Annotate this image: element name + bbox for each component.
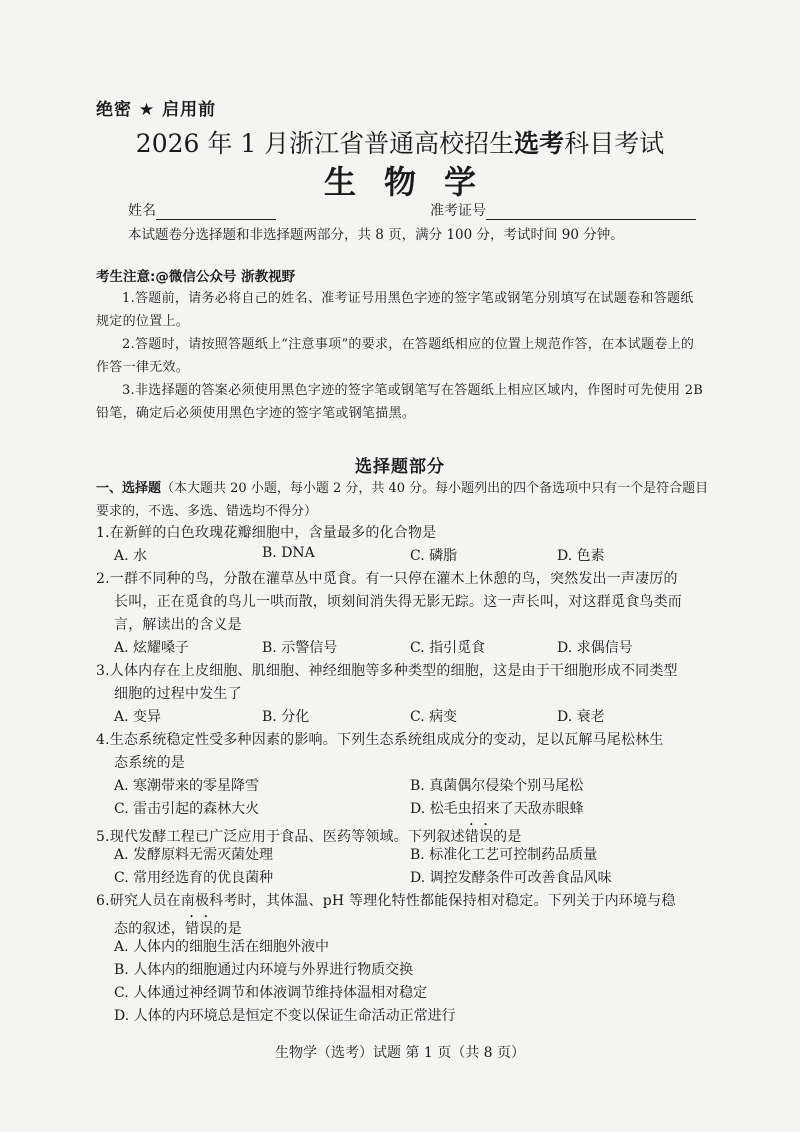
name-field xyxy=(128,200,276,220)
id-field xyxy=(430,200,696,220)
intro-text: 本试题卷分选择题和非选择题两部分，共 8 页，满分 100 分，考试时间 90 分钟。 xyxy=(128,227,624,243)
option: C. 常用经选育的优良菌种 xyxy=(114,870,274,886)
option: C. 磷脂 xyxy=(410,548,458,564)
option: D. 求偶信号 xyxy=(557,640,633,656)
title-prefix: 2026 年 1 月浙江省普通高校招生 xyxy=(135,129,515,158)
title-bold: 选考 xyxy=(514,129,565,158)
option: C. 病变 xyxy=(410,709,458,725)
stem-text: 5.现代发酵工程已广泛应用于食品、医药等领域。下列叙述 xyxy=(96,829,465,845)
option: B. 标准化工艺可控制药品质量 xyxy=(410,847,598,863)
option: C. 指引觅食 xyxy=(410,640,486,656)
name-label: 姓名 xyxy=(128,203,156,219)
option: A. 发酵原料无需灭菌处理 xyxy=(114,847,274,863)
question-2 xyxy=(96,568,711,637)
option: B. 人体内的细胞通过内环境与外界进行物质交换 xyxy=(114,962,414,978)
question-1 xyxy=(96,522,711,545)
page-footer: 生物学（选考）试题 第 1 页（共 8 页） xyxy=(274,1045,526,1061)
notice-item-2: 2.答题时，请按照答题纸上“注意事项”的要求，在答题纸相应的位置上规范作答，在本试题卷上的作答一律无效。 xyxy=(96,337,695,375)
notice-item-1: 1.答题前，请务必将自己的姓名、准考证号用黑色字迹的签字笔或钢笔分别填写在试题卷和答题纸规定的位置上。 xyxy=(96,291,694,329)
stem-text: 态的叙述， xyxy=(114,921,185,937)
emphasis-word: 错误 xyxy=(185,921,214,937)
question-stem: 6.研究人员在南极科考时，其体温、pH 等理化特性都能保持相对稳定。下列关于内环境与稳 xyxy=(96,893,676,909)
option: A. 炫耀嗓子 xyxy=(114,640,190,656)
option: D. 人体的内环境总是恒定不变以保证生命活动正常进行 xyxy=(114,1008,456,1024)
question-stem: 1.在新鲜的白色玫瑰花瓣细胞中，含量最多的化合物是 xyxy=(96,525,437,541)
emphasis-word: 错误 xyxy=(464,829,494,845)
question-3 xyxy=(96,660,711,706)
notice-title: 考生注意:@微信公众号 浙教视野 xyxy=(96,269,296,285)
question-4 xyxy=(96,729,711,775)
part-lead: 一、选择题 xyxy=(96,481,162,496)
option: C. 雷击引起的森林大火 xyxy=(114,801,260,817)
question-6 xyxy=(96,890,711,941)
id-blank xyxy=(486,205,696,220)
id-label: 准考证号 xyxy=(430,203,486,219)
option: D. 色素 xyxy=(557,548,605,564)
option: A. 人体内的细胞生活在细胞外液中 xyxy=(114,939,330,955)
option: B. DNA xyxy=(262,545,315,561)
notice-item-3: 3.非选择题的答案必须使用黑色字迹的签字笔或钢笔写在答题纸上相应区域内，作图时可先使用 2B 铅笔，确定后必须使用黑色字迹的签字笔或钢笔描黑。 xyxy=(96,383,704,421)
question-stem: 3.人体内存在上皮细胞、肌细胞、神经细胞等多种类型的细胞，这是由于干细胞形成不同类型 xyxy=(96,663,678,679)
option: A. 变异 xyxy=(114,709,162,725)
stem-text: 的是 xyxy=(213,921,242,937)
question-stem-cont: 言，解读出的含义是 xyxy=(114,617,242,633)
title-suffix: 科目考试 xyxy=(564,129,665,158)
stem-text: 的是 xyxy=(493,829,522,845)
name-blank xyxy=(156,205,276,220)
option: C. 人体通过神经调节和体液调节维持体温相对稳定 xyxy=(114,985,428,1001)
option: D. 松毛虫招来了天敌赤眼蜂 xyxy=(410,801,584,817)
part-heading xyxy=(96,477,716,523)
question-stem-cont: 长叫，正在觅食的鸟儿一哄而散，顷刻间消失得无影无踪。这一声长叫，对这群觅食鸟类而 xyxy=(114,594,682,610)
option: B. 真菌偶尔侵染个别马尾松 xyxy=(410,778,584,794)
exam-title xyxy=(0,124,800,160)
option: D. 调控发酵条件可改善食品风味 xyxy=(410,870,612,886)
question-stem: 2.一群不同种的鸟，分散在灌草丛中觅食。有一只停在灌木上休憩的鸟，突然发出一声凄厉的 xyxy=(96,571,678,587)
option: D. 衰老 xyxy=(557,709,605,725)
option: B. 示警信号 xyxy=(262,640,338,656)
subject-title: 生物学 xyxy=(323,163,504,201)
section-title: 选择题部分 xyxy=(355,457,445,477)
secret-mark: 绝密 ★ 启用前 xyxy=(96,100,217,120)
question-stem: 4.生态系统稳定性受多种因素的影响。下列生态系统组成成分的变动，足以瓦解马尾松林生 xyxy=(96,732,664,748)
part-desc: （本大题共 20 小题，每小题 2 分，共 40 分。每小题列出的四个备选项中只有一个是符合题目要求的，不选、多选、错选均不得分） xyxy=(96,481,709,519)
option: B. 分化 xyxy=(262,709,310,725)
question-stem-cont: 细胞的过程中发生了 xyxy=(114,686,242,702)
option: A. 寒潮带来的零星降雪 xyxy=(114,778,260,794)
option: A. 水 xyxy=(114,548,148,564)
question-stem-cont: 态系统的是 xyxy=(114,755,185,771)
